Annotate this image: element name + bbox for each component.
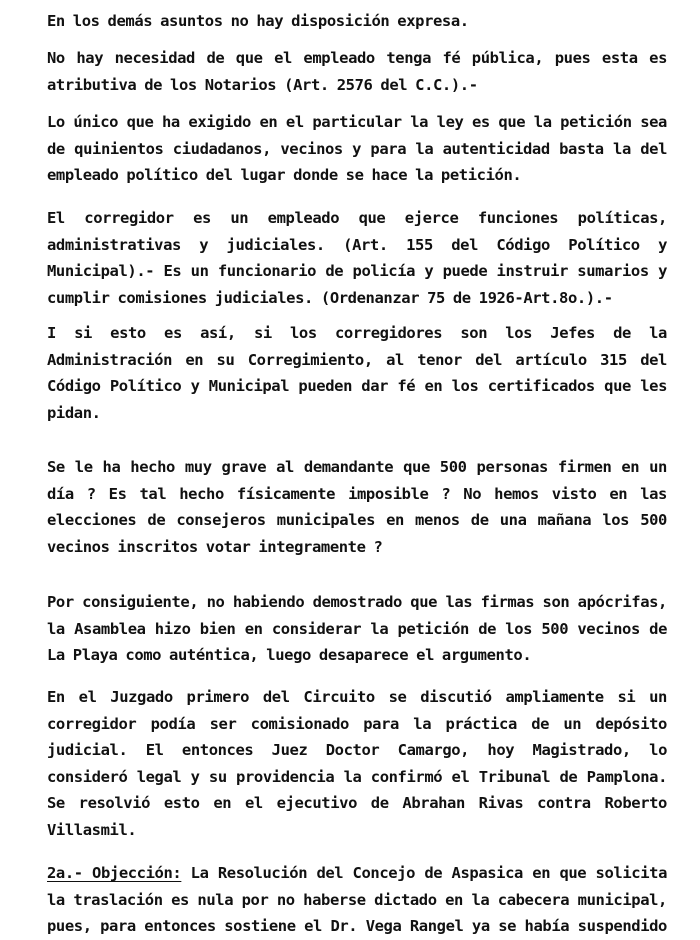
paragraph-4	[47, 205, 667, 311]
text-line: Se resolvió esto en el ejecutivo de Abrahan Rivas contra Roberto	[47, 794, 667, 812]
text-line: Administración en su Corregimiento, al tenor del artículo 315 del	[47, 350, 667, 369]
text-line: Municipal).- Es un funcionario de policía y puede instruir sumarios y	[47, 262, 667, 280]
text-line: de quinientos ciudadanos, vecinos y para la autenticidad basta la del	[47, 139, 667, 158]
text-line: atributiva de los Notarios (Art. 2576 del C.C.).-	[47, 75, 478, 94]
text-line: En los demás asuntos no hay disposición expresa.	[47, 12, 469, 30]
objection-paragraph	[47, 860, 667, 940]
paragraph-5	[47, 320, 667, 426]
paragraph-8	[47, 684, 667, 843]
text-line: cumplir comisiones judiciales. (Ordenanzar 75 de 1926-Art.8o.).-	[47, 288, 613, 307]
text-line: No hay necesidad de que el empleado tenga fé pública, pues esta es	[47, 49, 667, 67]
text-line: elecciones de consejeros municipales en menos de una mañana los 500	[47, 511, 667, 529]
text-line: Por consiguiente, no habiendo demostrado que las firmas son apócrifas,	[47, 593, 667, 611]
text-line: la Asamblea hizo bien en considerar la petición de los 500 vecinos de	[47, 619, 667, 638]
objection-heading: 2a.- Objección:	[47, 864, 182, 882]
paragraph-3	[47, 109, 667, 189]
objection-text: La Resolución del Concejo de Aspasica en que solicita	[181, 864, 667, 882]
text-line: vecinos inscritos votar integramente ?	[47, 537, 383, 556]
text-line: la traslación es nula por no haberse dictado en la cabecera municipal,	[47, 890, 667, 909]
text-line: corregidor podía ser comisionado para la práctica de un depósito	[47, 714, 667, 733]
paragraph-1	[47, 8, 667, 35]
text-line: Se le ha hecho muy grave al demandante que 500 personas firmen en un	[47, 458, 667, 476]
text-line: pidan.	[47, 403, 101, 422]
text-line: consideró legal y su providencia la confirmó el Tribunal de Pamplona.	[47, 767, 667, 786]
text-line: Código Político y Municipal pueden dar fé en los certificados que les	[47, 377, 667, 395]
text-line	[47, 860, 667, 887]
text-line: día ? Es tal hecho físicamente imposible ? No hemos visto en las	[47, 484, 667, 503]
text-line: Lo único que ha exigido en el particular la ley es que la petición sea	[47, 113, 667, 131]
paragraph-7	[47, 589, 667, 669]
text-line: La Playa como auténtica, luego desaparece el argumento.	[47, 646, 532, 664]
text-line: En el Juzgado primero del Circuito se discutió ampliamente si un	[47, 688, 667, 706]
text-line: judicial. El entonces Juez Doctor Camargo, hoy Magistrado, lo	[47, 741, 667, 759]
paragraph-6	[47, 454, 667, 560]
text-line: El corregidor es un empleado que ejerce funciones políticas,	[47, 209, 667, 227]
text-line: Villasmil.	[47, 820, 137, 839]
text-line: empleado político del lugar donde se hace la petición.	[47, 166, 522, 184]
paragraph-2	[47, 45, 667, 98]
text-line: I si esto es así, si los corregidores son los Jefes de la	[47, 324, 667, 342]
text-line: administrativas y judiciales. (Art. 155 del Código Político y	[47, 235, 667, 254]
text-line: pues, para entonces sostiene el Dr. Vega Rangel ya se había suspendido	[47, 917, 667, 935]
